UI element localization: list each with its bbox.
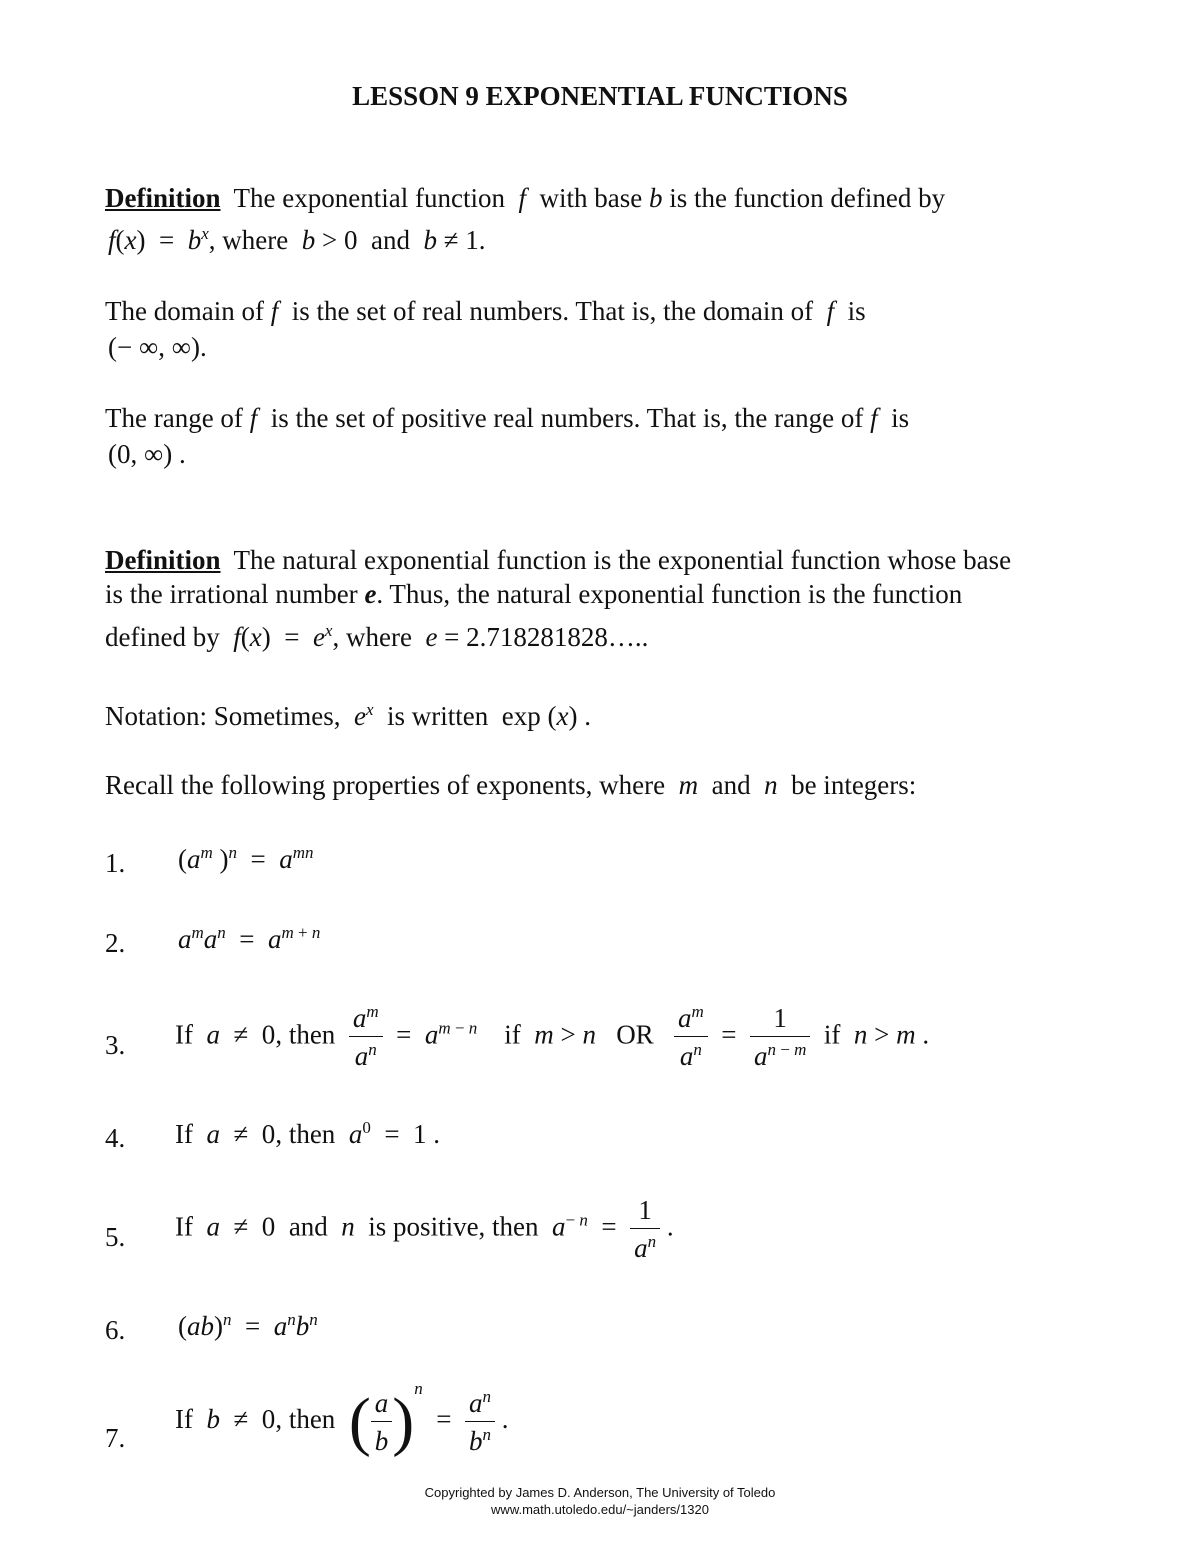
fraction: $\frac{1}{a^n}$ bbox=[630, 1197, 660, 1262]
fraction: $\frac{a}{b}$ bbox=[371, 1390, 393, 1455]
definition-label: Definition bbox=[105, 545, 221, 575]
recall-statement: Recall the following properties of exponents, where m and n be integers: bbox=[105, 770, 917, 800]
definition-2-line-2: is the irrational number e. Thus, the natural exponential function is the function bbox=[105, 579, 963, 609]
footer-url: www.math.utoledo.edu/~janders/1320 bbox=[491, 1502, 709, 1517]
page-title: LESSON 9 EXPONENTIAL FUNCTIONS bbox=[352, 81, 848, 111]
property-1-number: 1. bbox=[105, 848, 126, 878]
property-6-formula: $(ab)^n = a^nb^n$ bbox=[178, 1310, 318, 1341]
property-2-formula: $a^ma^n = a^{m + n}$ bbox=[178, 923, 321, 954]
domain-statement: The domain of f is the set of real numbers. That is, the domain of f is bbox=[105, 296, 866, 326]
property-5-number: 5. bbox=[105, 1222, 126, 1252]
fraction: $\frac{a^m}{a^n}$ bbox=[349, 1005, 383, 1070]
property-7-formula: If b ≠ 0, then ( $\frac{a}{b}$ )$^n$ = $\frac{a^n}{b^n}$ . bbox=[175, 1379, 509, 1458]
definition-2-line-1: Definition The natural exponential function is the exponential function whose base bbox=[105, 545, 1012, 575]
definition-1-line-1: Definition The exponential function f with base b is the function defined by bbox=[105, 183, 946, 213]
fraction: $\frac{1}{a^{n - m}}$ bbox=[750, 1005, 810, 1070]
property-5-formula: If a ≠ 0 and n is positive, then $a^{- n}$ = $\frac{1}{a^n}$ . bbox=[175, 1195, 674, 1263]
property-3-number: 3. bbox=[105, 1030, 126, 1060]
range-statement: The range of f is the set of positive real numbers. That is, the range of f is bbox=[105, 403, 910, 433]
fraction: $\frac{a^n}{b^n}$ bbox=[465, 1390, 495, 1455]
notation-statement: Notation: Sometimes, $e^x$ is written exp (x) . bbox=[105, 700, 591, 731]
property-2-number: 2. bbox=[105, 928, 126, 958]
range-interval: (0, ∞) . bbox=[108, 439, 186, 469]
definition-1-formula: $f(x) = b^x$, where b > 0 and b ≠ 1. bbox=[108, 224, 486, 255]
property-3-formula: If a ≠ 0, then $\frac{a^m}{a^n}$ = $a^{m - n}$ if m > n OR $\frac{a^m}{a^n}$ = $\frac{1}{a^{n - m}}$ if n > m . bbox=[175, 1002, 930, 1071]
property-4-number: 4. bbox=[105, 1123, 126, 1153]
property-6-number: 6. bbox=[105, 1315, 126, 1345]
domain-interval: (− ∞, ∞). bbox=[108, 332, 207, 362]
definition-2-line-3: defined by $f(x) = e^x$, where e = 2.718281828….. bbox=[105, 621, 649, 652]
property-7-number: 7. bbox=[105, 1423, 126, 1453]
copyright-line: Copyrighted by James D. Anderson, The University of Toledo bbox=[424, 1485, 776, 1500]
property-4-formula: If a ≠ 0, then $a^0 = 1$ . bbox=[175, 1118, 441, 1149]
definition-label: Definition bbox=[105, 183, 221, 213]
fraction: $\frac{a^m}{a^n}$ bbox=[674, 1005, 708, 1070]
property-1-formula: ($a^m$ )$^n = a^{mn}$ bbox=[178, 843, 314, 874]
